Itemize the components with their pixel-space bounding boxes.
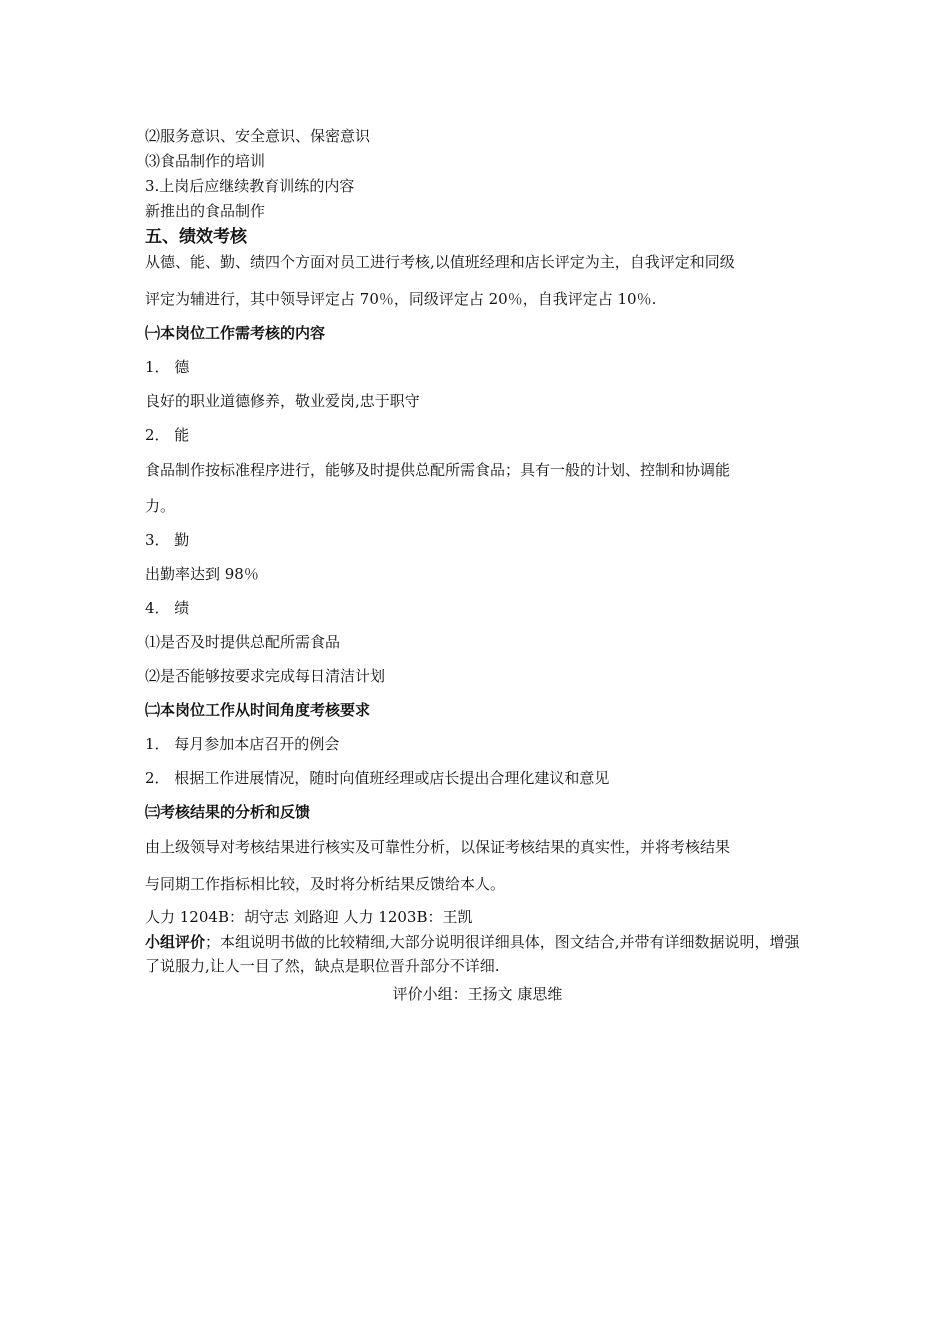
authors-line: 人力 1204B：胡守志 刘路迎 人力 1203B：王凯 (145, 908, 473, 926)
item-neng-text-2: 力。 (145, 497, 176, 515)
item-ji-title: 4． 绩 (145, 599, 190, 617)
intro-line-1: 从德、能、勤、绩四个方面对员工进行考核,以值班经理和店长评定为主，自我评定和同级 (145, 253, 735, 271)
item-ji-2: ⑵是否能够按要求完成每日清洁计划 (145, 667, 386, 685)
review-text: ；本组说明书做的比较精细,大部分说明很详细具体，图文结合,并带有详细数据说明，增强了说服力,让人一目了然，缺点是职位晋升部分不详细. (145, 933, 800, 975)
intro-line-2: 评定为辅进行，其中领导评定占 70％，同级评定占 20％，自我评定占 10％. (145, 290, 657, 308)
item-food-training: ⑶食品制作的培训 (145, 152, 266, 170)
subheading-feedback: ㈢考核结果的分析和反馈 (145, 803, 311, 821)
item-qin-title: 3． 勤 (145, 531, 190, 549)
subheading-time-requirements: ㈡本岗位工作从时间角度考核要求 (145, 701, 371, 719)
review-label: 小组评价 (145, 933, 206, 951)
item-qin-text: 出勤率达到 98％ (145, 565, 259, 583)
review-group: 评价小组：王扬文 康思维 (392, 985, 563, 1003)
review-paragraph (145, 930, 810, 978)
item-de-title: 1． 德 (145, 358, 190, 376)
feedback-line-1: 由上级领导对考核结果进行核实及可靠性分析，以保证考核结果的真实性，并将考核结果 (145, 838, 731, 856)
item-time-2: 2． 根据工作进展情况，随时向值班经理或店长提出合理化建议和意见 (145, 769, 610, 787)
item-continuing-education: 3.上岗后应继续教育训练的内容 (145, 177, 355, 195)
item-new-food: 新推出的食品制作 (145, 202, 266, 220)
item-neng-text-1: 食品制作按标准程序进行，能够及时提供总配所需食品；具有一般的计划、控制和协调能 (145, 461, 731, 479)
section-heading-performance: 五、绩效考核 (145, 227, 247, 247)
item-time-1: 1． 每月参加本店召开的例会 (145, 735, 340, 753)
item-de-text: 良好的职业道德修养，敬业爱岗,忠于职守 (145, 392, 420, 410)
item-ji-1: ⑴是否及时提供总配所需食品 (145, 633, 341, 651)
item-neng-title: 2． 能 (145, 426, 190, 444)
feedback-line-2: 与同期工作指标相比较，及时将分析结果反馈给本人。 (145, 875, 506, 893)
item-service-awareness: ⑵服务意识、安全意识、保密意识 (145, 127, 371, 145)
subheading-assessment-content: ㈠本岗位工作需考核的内容 (145, 324, 326, 342)
